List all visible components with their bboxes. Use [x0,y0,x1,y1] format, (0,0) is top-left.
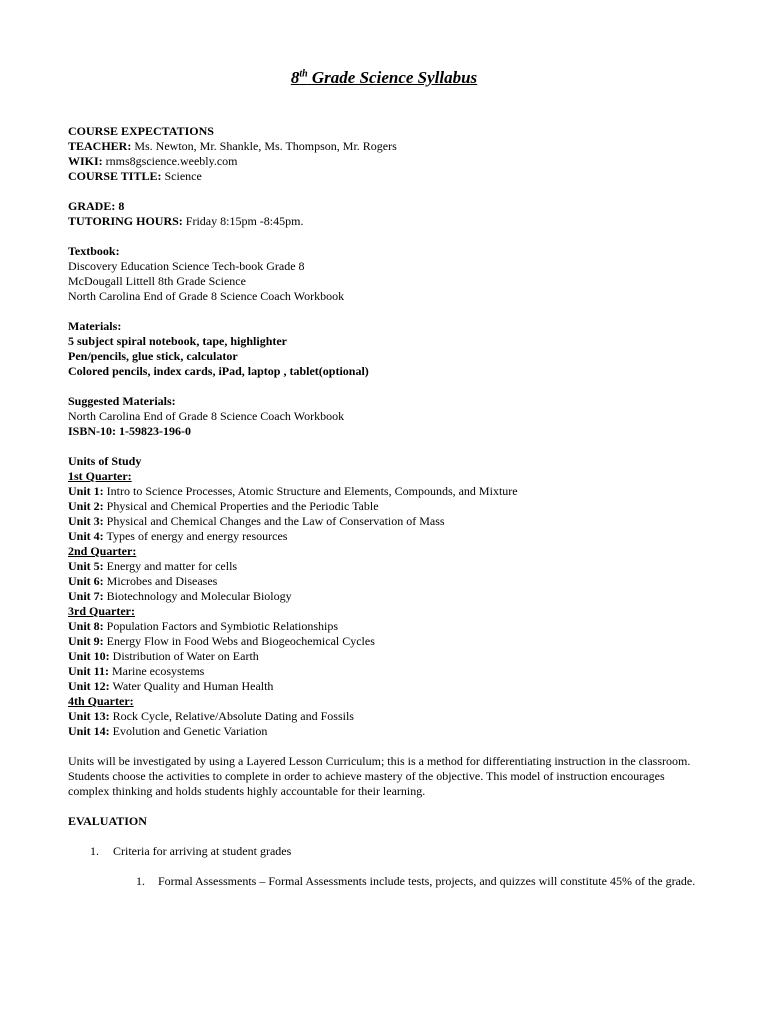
unit-text: Microbes and Diseases [103,574,218,588]
page-title [0,70,768,85]
unit-text: Biotechnology and Molecular Biology [103,589,292,603]
quarter-3-heading: 3rd Quarter: [68,604,135,618]
unit-text: Physical and Chemical Properties and the Periodic Table [103,499,379,513]
materials-item: 5 subject spiral notebook, tape, highlighter [68,334,288,348]
list-number: 1. [136,874,145,888]
title-grade-number: 8 [290,68,300,87]
unit-label: Unit 10: [68,649,110,663]
teacher-line [68,139,708,154]
unit-text: Distribution of Water on Earth [109,649,259,663]
unit-label: Unit 2: [68,499,104,513]
unit-label: Unit 8: [68,619,104,633]
unit-row [68,649,708,664]
course-title-label: COURSE TITLE: [68,169,162,183]
isbn-line: ISBN-10: 1-59823-196-0 [68,424,191,438]
wiki-label: WIKI: [68,154,103,168]
tutoring-value: Friday 8:15pm -8:45pm. [182,214,304,228]
unit-text: Physical and Chemical Changes and the Law of Conservation of Mass [103,514,445,528]
unit-row [68,619,708,634]
teacher-value: Ms. Newton, Mr. Shankle, Ms. Thompson, Mr. Rogers [131,139,397,153]
unit-label: Unit 3: [68,514,104,528]
unit-text: Marine ecosystems [109,664,205,678]
list-number: 1. [90,844,99,858]
unit-row [68,664,708,679]
unit-row [68,484,708,499]
unit-text: Types of energy and energy resources [103,529,288,543]
textbook-heading: Textbook: [68,244,120,258]
unit-row [68,559,708,574]
suggested-materials-heading: Suggested Materials: [68,394,176,408]
materials-heading: Materials: [68,319,122,333]
unit-row [68,679,708,694]
course-title-value: Science [161,169,202,183]
unit-label: Unit 13: [68,709,110,723]
suggested-materials-item: North Carolina End of Grade 8 Science Coach Workbook [68,409,345,423]
unit-label: Unit 12: [68,679,110,693]
unit-row [68,514,708,529]
unit-text: Water Quality and Human Health [109,679,274,693]
unit-text: Rock Cycle, Relative/Absolute Dating and Fossils [109,709,354,723]
unit-label: Unit 6: [68,574,104,588]
unit-row [68,499,708,514]
syllabus-body [68,124,708,889]
unit-row [68,529,708,544]
quarter-4-heading: 4th Quarter: [68,694,134,708]
unit-row [68,634,708,649]
grade-line: GRADE: 8 [68,199,125,213]
title-superscript: th [299,68,308,80]
textbook-item: Discovery Education Science Tech-book Grade 8 [68,259,305,273]
textbook-item: North Carolina End of Grade 8 Science Coach Workbook [68,289,345,303]
unit-row [68,724,708,739]
unit-row [68,574,708,589]
unit-text: Population Factors and Symbiotic Relationships [103,619,338,633]
course-title-line [68,169,708,184]
units-heading: Units of Study [68,454,142,468]
evaluation-subitem [68,874,708,889]
unit-row [68,589,708,604]
wiki-value: rnms8gscience.weebly.com [102,154,238,168]
unit-text: Energy Flow in Food Webs and Biogeochemical Cycles [103,634,375,648]
tutoring-label: TUTORING HOURS: [68,214,183,228]
materials-item: Pen/pencils, glue stick, calculator [68,349,238,363]
unit-label: Unit 4: [68,529,104,543]
unit-label: Unit 5: [68,559,104,573]
materials-item: Colored pencils, index cards, iPad, laptop , tablet(optional) [68,364,369,378]
evaluation-item [68,844,708,859]
evaluation-item-text: Criteria for arriving at student grades [113,844,292,858]
evaluation-heading: EVALUATION [68,814,147,828]
unit-row [68,709,708,724]
course-expectations-heading: COURSE EXPECTATIONS [68,124,214,138]
unit-text: Energy and matter for cells [103,559,238,573]
tutoring-line [68,214,708,229]
unit-label: Unit 14: [68,724,110,738]
unit-label: Unit 7: [68,589,104,603]
quarter-1-heading: 1st Quarter: [68,469,132,483]
unit-label: Unit 9: [68,634,104,648]
evaluation-subitem-text: Formal Assessments – Formal Assessments include tests, projects, and quizzes will constitute 45% of the grade. [158,874,696,888]
quarter-2-heading: 2nd Quarter: [68,544,137,558]
unit-text: Evolution and Genetic Variation [109,724,268,738]
unit-label: Unit 11: [68,664,110,678]
wiki-line [68,154,708,169]
teacher-label: TEACHER: [68,139,132,153]
unit-text: Intro to Science Processes, Atomic Structure and Elements, Compounds, and Mixture [103,484,518,498]
unit-label: Unit 1: [68,484,104,498]
textbook-item: McDougall Littell 8th Grade Science [68,274,246,288]
title-text: Grade Science Syllabus [311,68,478,87]
curriculum-description: Units will be investigated by using a Layered Lesson Curriculum; this is a method for differentiating instruction in the classroom. Students choose the activities to complete in order to achieve mastery of the objective. This model of instruction encourages complex thinking and holds students highly accountable for their learning. [68,754,691,798]
